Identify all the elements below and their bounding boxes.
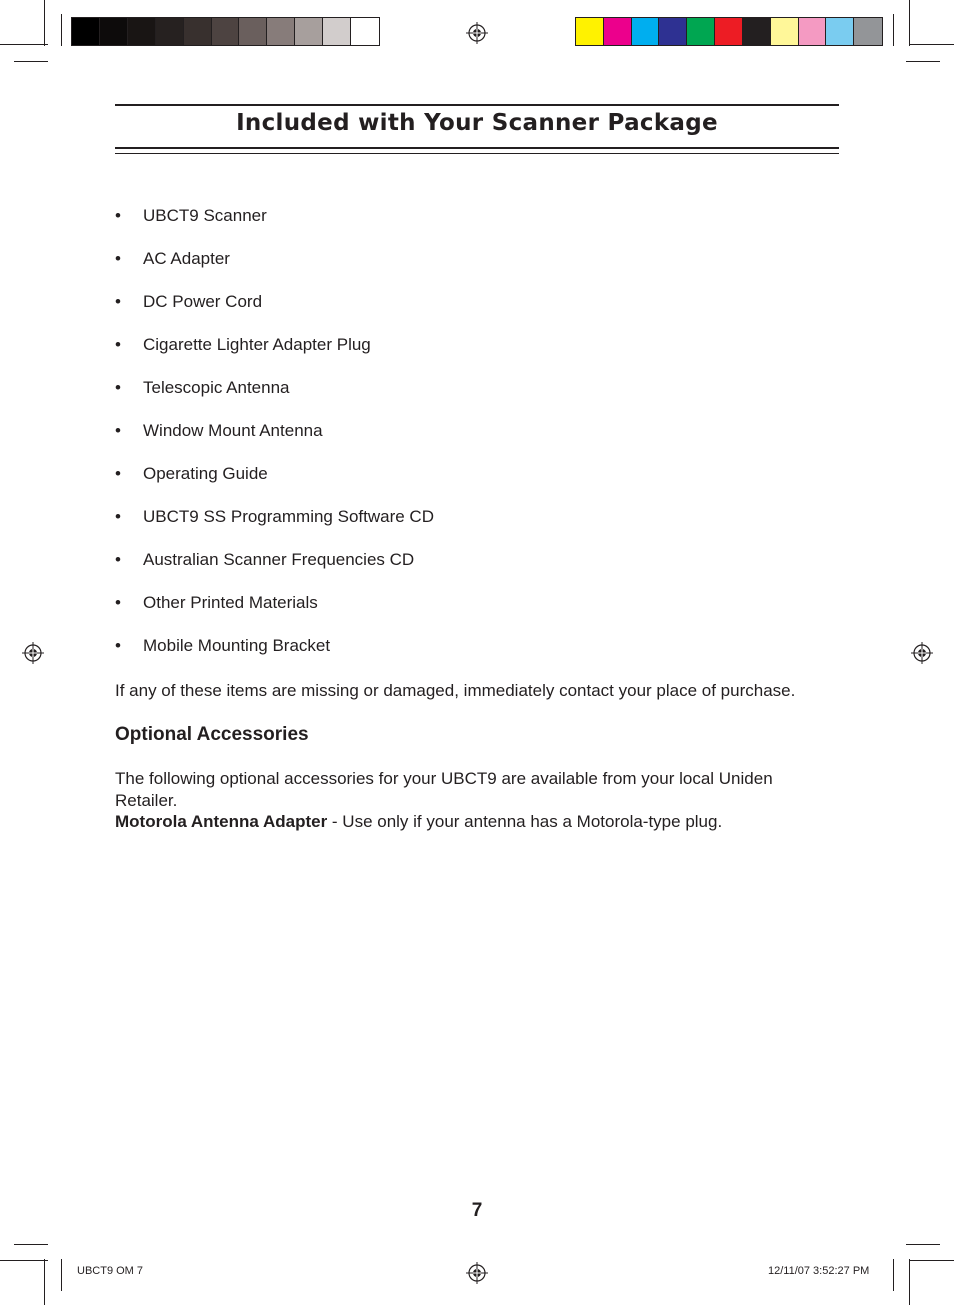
list-item [115,592,434,635]
bullet: • [115,292,121,311]
bullet: • [115,249,121,268]
registration-target-icon [466,22,488,44]
crop-mark [14,1244,48,1245]
list-item-label: Telescopic Antenna [143,378,290,397]
color-swatch [715,18,743,45]
crop-mark [44,0,45,46]
crop-mark [906,1244,940,1245]
optional-accessories-heading: Optional Accessories [115,724,309,745]
page-number: 7 [471,1200,483,1221]
registration-target-icon [911,642,933,664]
crop-mark [61,14,62,46]
heading-rule-bottom-thin [115,153,839,154]
crop-mark [61,1259,62,1291]
color-swatch [687,18,715,45]
crop-mark [893,1259,894,1291]
list-item-label: Australian Scanner Frequencies CD [143,550,415,569]
list-item-label: UBCT9 SS Programming Software CD [143,507,434,526]
list-item [115,420,434,463]
crop-mark [0,1260,48,1261]
bullet: • [115,550,121,569]
bullet: • [115,206,121,225]
bullet: • [115,464,121,483]
bullet: • [115,636,121,655]
optional-item [115,811,855,833]
optional-item-name: Motorola Antenna Adapter [115,812,328,831]
color-swatch [72,18,100,45]
registration-target-icon [22,642,44,664]
list-item [115,506,434,549]
registration-target-icon [466,1262,488,1284]
list-item [115,377,434,420]
list-item-label: Mobile Mounting Bracket [143,636,331,655]
list-item [115,205,434,248]
list-item-label: Operating Guide [143,464,268,483]
missing-notice: If any of these items are missing or damaged, immediately contact your place of purchase. [115,681,796,700]
optional-intro: The following optional accessories for your UBCT9 are available from your local Uniden Retailer. [115,769,773,810]
crop-mark [909,0,910,46]
list-item [115,463,434,506]
list-item-label: Cigarette Lighter Adapter Plug [143,335,371,354]
grayscale-color-bar [71,17,380,46]
color-swatch [826,18,854,45]
list-item-label: DC Power Cord [143,292,263,311]
color-swatch [156,18,184,45]
bullet: • [115,378,121,397]
crop-mark [909,1260,954,1261]
included-items-list [115,205,434,678]
heading-rule-bottom [115,147,839,149]
bullet: • [115,421,121,440]
color-swatch [659,18,687,45]
list-item [115,334,434,377]
crop-mark [893,14,894,46]
color-swatch [100,18,128,45]
crop-mark [909,1259,910,1305]
bullet: • [115,593,121,612]
page-title: Included with Your Scanner Package [236,110,718,136]
color-swatch [604,18,632,45]
color-swatch [184,18,212,45]
list-item [115,549,434,592]
list-item [115,291,434,334]
color-swatch [743,18,771,45]
crop-mark [909,44,954,45]
slug-left: UBCT9 OM 7 [77,1265,144,1277]
color-swatch [854,18,882,45]
color-swatch [323,18,351,45]
crop-mark [0,44,48,45]
color-swatch [799,18,827,45]
list-item-label: AC Adapter [143,249,230,268]
color-swatch [632,18,660,45]
crop-mark [44,1259,45,1305]
color-swatch [212,18,240,45]
bullet: • [115,335,121,354]
heading-rule-top [115,104,839,106]
list-item-label: Other Printed Materials [143,593,318,612]
crop-mark [14,61,48,62]
slug-right: 12/11/07 3:52:27 PM [768,1265,870,1277]
color-swatch [128,18,156,45]
color-swatch [239,18,267,45]
color-swatch [771,18,799,45]
list-item [115,248,434,291]
list-item [115,635,434,678]
bullet: • [115,507,121,526]
color-swatch [267,18,295,45]
color-swatch [295,18,323,45]
optional-item-desc: - Use only if your antenna has a Motorola-type plug. [327,812,723,831]
color-swatch [351,18,379,45]
crop-mark [906,61,940,62]
list-item-label: Window Mount Antenna [143,421,323,440]
list-item-label: UBCT9 Scanner [143,206,267,225]
process-color-bar [575,17,883,46]
color-swatch [576,18,604,45]
